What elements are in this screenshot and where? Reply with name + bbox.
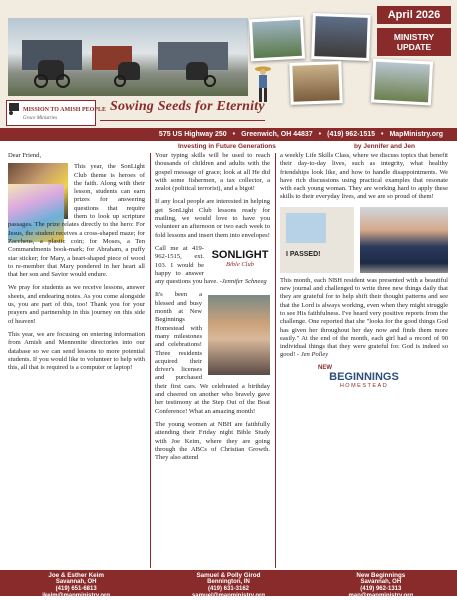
masthead [0, 0, 457, 128]
column-divider [275, 153, 276, 568]
contact-girod: Samuel & Polly Girod Bennington, IN (419) 631-3162 samuel@mapministry.org [152, 570, 304, 596]
column-divider [150, 153, 151, 568]
address-site[interactable]: MapMinistry.org [389, 131, 443, 138]
svg-text:MISSION TO AMISH PEOPLE: MISSION TO AMISH PEOPLE [23, 107, 106, 113]
sonlight-logo: SONLIGHT Bible Club [211, 248, 269, 268]
sonlight-theme-text: This year, the SonLight Club theme is heroes of the faith. Along with their lesson, students can earn prizes for answering questions that require them to look up scripture passages. The prize relates directly to the hero: For Jesus, the student receives a cross-shaped maze; for Zaccheus, a plastic coin; for Moses, a Ten Commandments book-mark; for Abraham, a puffy star sticker; for Mary, a heart-shaped piece of wood to re-member that Mary pondered in her heart all that her son and Savior would endure. [8, 163, 145, 279]
issue-date: April 2026 [377, 6, 451, 24]
group-photo-4 [371, 58, 433, 105]
byline: by Jennifer and Jen [353, 143, 415, 150]
greeting: Dear Friend, [8, 152, 42, 159]
address-street: 575 US Highway 250 [158, 131, 227, 138]
mission-logo [6, 100, 106, 126]
issue-theme: Investing in Future Generations [178, 143, 276, 150]
footer-contacts [0, 570, 457, 599]
contact-text: Call me at 419-962-1515, ext. 103. I would be happy to answer any questions you have. -Jennifer Schneeg [155, 244, 267, 286]
email-new-beginnings[interactable]: map@mapministry.org [348, 593, 414, 599]
address-sep: • [318, 131, 322, 138]
new-car-photo [360, 207, 448, 273]
group-photo-1 [249, 17, 305, 62]
address-sep: • [381, 131, 384, 138]
staff-portrait [208, 295, 270, 375]
homestead-news-text: It's been a blessed and busy month at New Beginnings Homestead with many milestones and celebrations! Three residents acquired their driver's licenses and purchased their first cars. We celebrated a birthday and cheered on another who bravely gave her testimony at the Step Out of the Boat Conference! What an amazing month! [155, 291, 270, 415]
gratitude-journal-text: This month, each NBH resident was presented with a beautiful new journal and challenged to write three new things daily that they are grateful for to help shift their thought patterns and see that the Lord is always working, even when they might struggle to see His faithfulness. I've heard very positive reports from the challenge. One reported that she "looks for the good things God has given her throughout her day now and finds them more easily." At the end of the month, each girl had a record of 90 individual things that they were grateful for. God is indeed so good! - Jen Polley [280, 276, 448, 359]
photo-row [280, 207, 448, 273]
address-bar [0, 128, 457, 141]
tagline: Sowing Seeds for Eternity [110, 99, 265, 114]
group-photo-3 [289, 61, 342, 105]
column-middle [155, 152, 270, 467]
email-girod[interactable]: samuel@mapministry.org [191, 593, 266, 599]
sower-figure-icon [252, 64, 274, 104]
tagline-rule [100, 120, 265, 121]
signature-jen: - Jen Polley [296, 351, 329, 359]
prayer-text: We pray for students as we receive lessons, answer sheets, and endearing notes. As you come alongside us, you are part of this, too! Thank you for your prayers and partnership in this journey on this side of heaven! [8, 284, 145, 325]
ministry-update-badge: MINISTRY UPDATE [377, 28, 451, 56]
bible-study-text: The young women at NBH are faithfully attending their Friday night Bible Study with Joe Keim, where they are going through the ABCs of Christian Growth. They also attend [155, 420, 270, 462]
address-city: Greenwich, OH 44837 [241, 131, 313, 138]
license-photo: I PASSED! [280, 207, 354, 273]
typing-text: Your typing skills will be used to reach thousands of children and adults with the gospel message of grace; look at all He did with some fishermen, a tax collector, a zealot (political terrorist), and a bigot! [155, 152, 270, 193]
new-beginnings-logo: NEW BEGINNINGS HOMESTEAD [318, 364, 399, 389]
contact-new-beginnings: New Beginnings Savannah, OH (419) 962-1313 map@mapministry.org [305, 570, 457, 596]
contact-keim: Joe & Esther Keim Savannah, OH (419) 651-6813 jkeim@mapministry.org [0, 570, 152, 596]
database-text: This year, we are focusing on entering information from Amish and Mennonite directories into our database so we can send lessons to more potential students. If you would like to volunteer to help with this, all that is required is a computer or laptop! [8, 330, 145, 372]
svg-text:Grace Ministries: Grace Ministries [23, 116, 58, 121]
life-skills-text: a weekly Life Skills Class, where we discuss topics that benefit their day-to-day lives, such as integrity, what healthy friendships look like, and how to handle disappointments. We have rich discussions using practical examples that resonate with each young woman. They are working hard to apply these skills to their everyday lives, and we are so proud of them! [280, 152, 448, 201]
address-sep: • [232, 131, 236, 138]
group-photo-2 [311, 13, 371, 61]
volunteer-text: If any local people are interested in helping get SonLight Club lessons ready for mailing, we would love to have you volunteer an afternoon or two each week to fold lessons and insert them into envelopes! [155, 198, 270, 239]
email-keim[interactable]: jkeim@mapministry.org [42, 593, 111, 599]
signature-jennifer: -Jennifer Schneeg [219, 278, 267, 286]
amish-farm-photo [8, 18, 248, 96]
column-right [280, 152, 448, 390]
address-phone: (419) 962-1515 [327, 131, 375, 138]
column-left [8, 152, 145, 377]
